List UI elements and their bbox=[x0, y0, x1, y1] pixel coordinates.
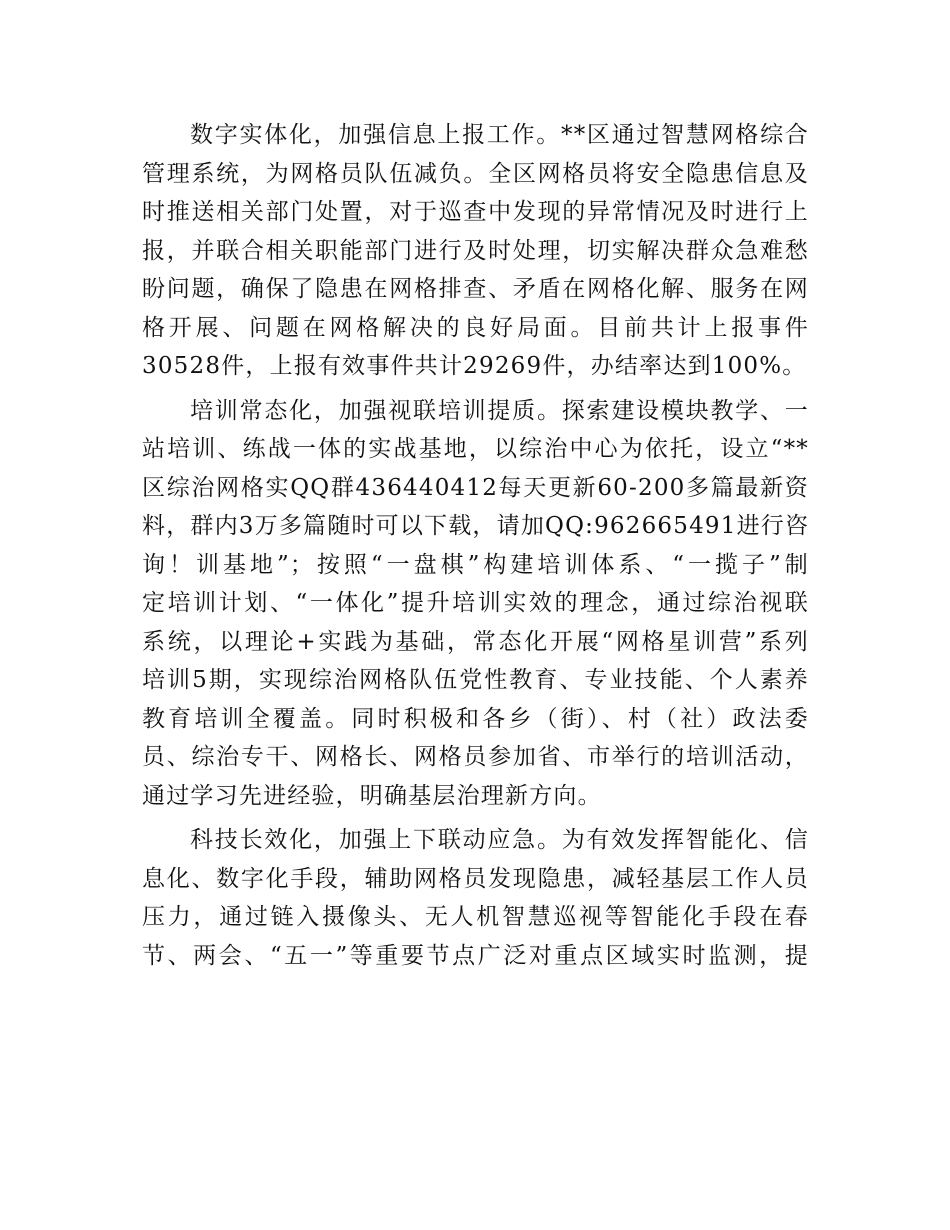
text-line: 通过学习先进经验，明确基层治理新方向。 bbox=[142, 782, 602, 809]
text-line: 培训5期，实现综治网格队伍党性教育、专业技能、个人素养 bbox=[142, 667, 809, 693]
text-line: 格开展、问题在网格解决的良好局面。目前共计上报事件 bbox=[142, 314, 809, 341]
text-line: 系统，以理论+实践为基础，常态化开展“网格星训营”系列 bbox=[142, 628, 809, 655]
text-line: 料，群内3万多篇随时可以下载，请加QQ:962665491进行咨 bbox=[142, 513, 809, 539]
text-line: 询！训基地”；按照“一盘棋”构建培训体系、“一揽子”制 bbox=[142, 551, 809, 578]
text-line: 区综治网格实QQ群436440412每天更新60-200多篇最新资 bbox=[142, 474, 809, 501]
text-line: 30528件，上报有效事件共计29269件，办结率达到100%。 bbox=[142, 353, 807, 379]
document-body bbox=[142, 116, 809, 981]
text-line: 管理系统，为网格员队伍减负。全区网格员将安全隐患信息及 bbox=[142, 160, 809, 187]
text-line: 压力，通过链入摄像头、无人机智慧巡视等智能化手段在春 bbox=[142, 904, 809, 930]
text-line: 节、两会、“五一”等重要节点广泛对重点区域实时监测，提 bbox=[142, 942, 809, 969]
text-line: 站培训、练战一体的实战基地，以综治中心为依托，设立“** bbox=[142, 436, 809, 462]
paragraph-digital bbox=[142, 116, 809, 386]
text-line: 报，并联合相关职能部门进行及时处理，切实解决群众急难愁 bbox=[142, 237, 809, 264]
text-line: 培训常态化，加强视联培训提质。探索建设模块教学、一 bbox=[190, 397, 809, 424]
text-line: 息化、数字化手段，辅助网格员发现隐患，减轻基层工作人员 bbox=[142, 865, 809, 892]
text-line: 盼问题，确保了隐患在网格排查、矛盾在网格化解、服务在网 bbox=[142, 276, 809, 302]
text-line: 数字实体化，加强信息上报工作。**区通过智慧网格综合 bbox=[190, 122, 809, 148]
paragraph-training bbox=[142, 392, 809, 816]
paragraph-technology bbox=[142, 821, 809, 975]
text-line: 科技长效化，加强上下联动应急。为有效发挥智能化、信 bbox=[190, 827, 809, 853]
text-line: 员、综治专干、网格长、网格员参加省、市举行的培训活动， bbox=[142, 744, 809, 770]
text-line: 时推送相关部门处置，对于巡查中发现的异常情况及时进行上 bbox=[142, 199, 809, 225]
text-line: 定培训计划、“一体化”提升培训实效的理念，通过综治视联 bbox=[142, 590, 809, 616]
text-line: 教育培训全覆盖。同时积极和各乡（街）、村（社）政法委 bbox=[142, 705, 809, 732]
